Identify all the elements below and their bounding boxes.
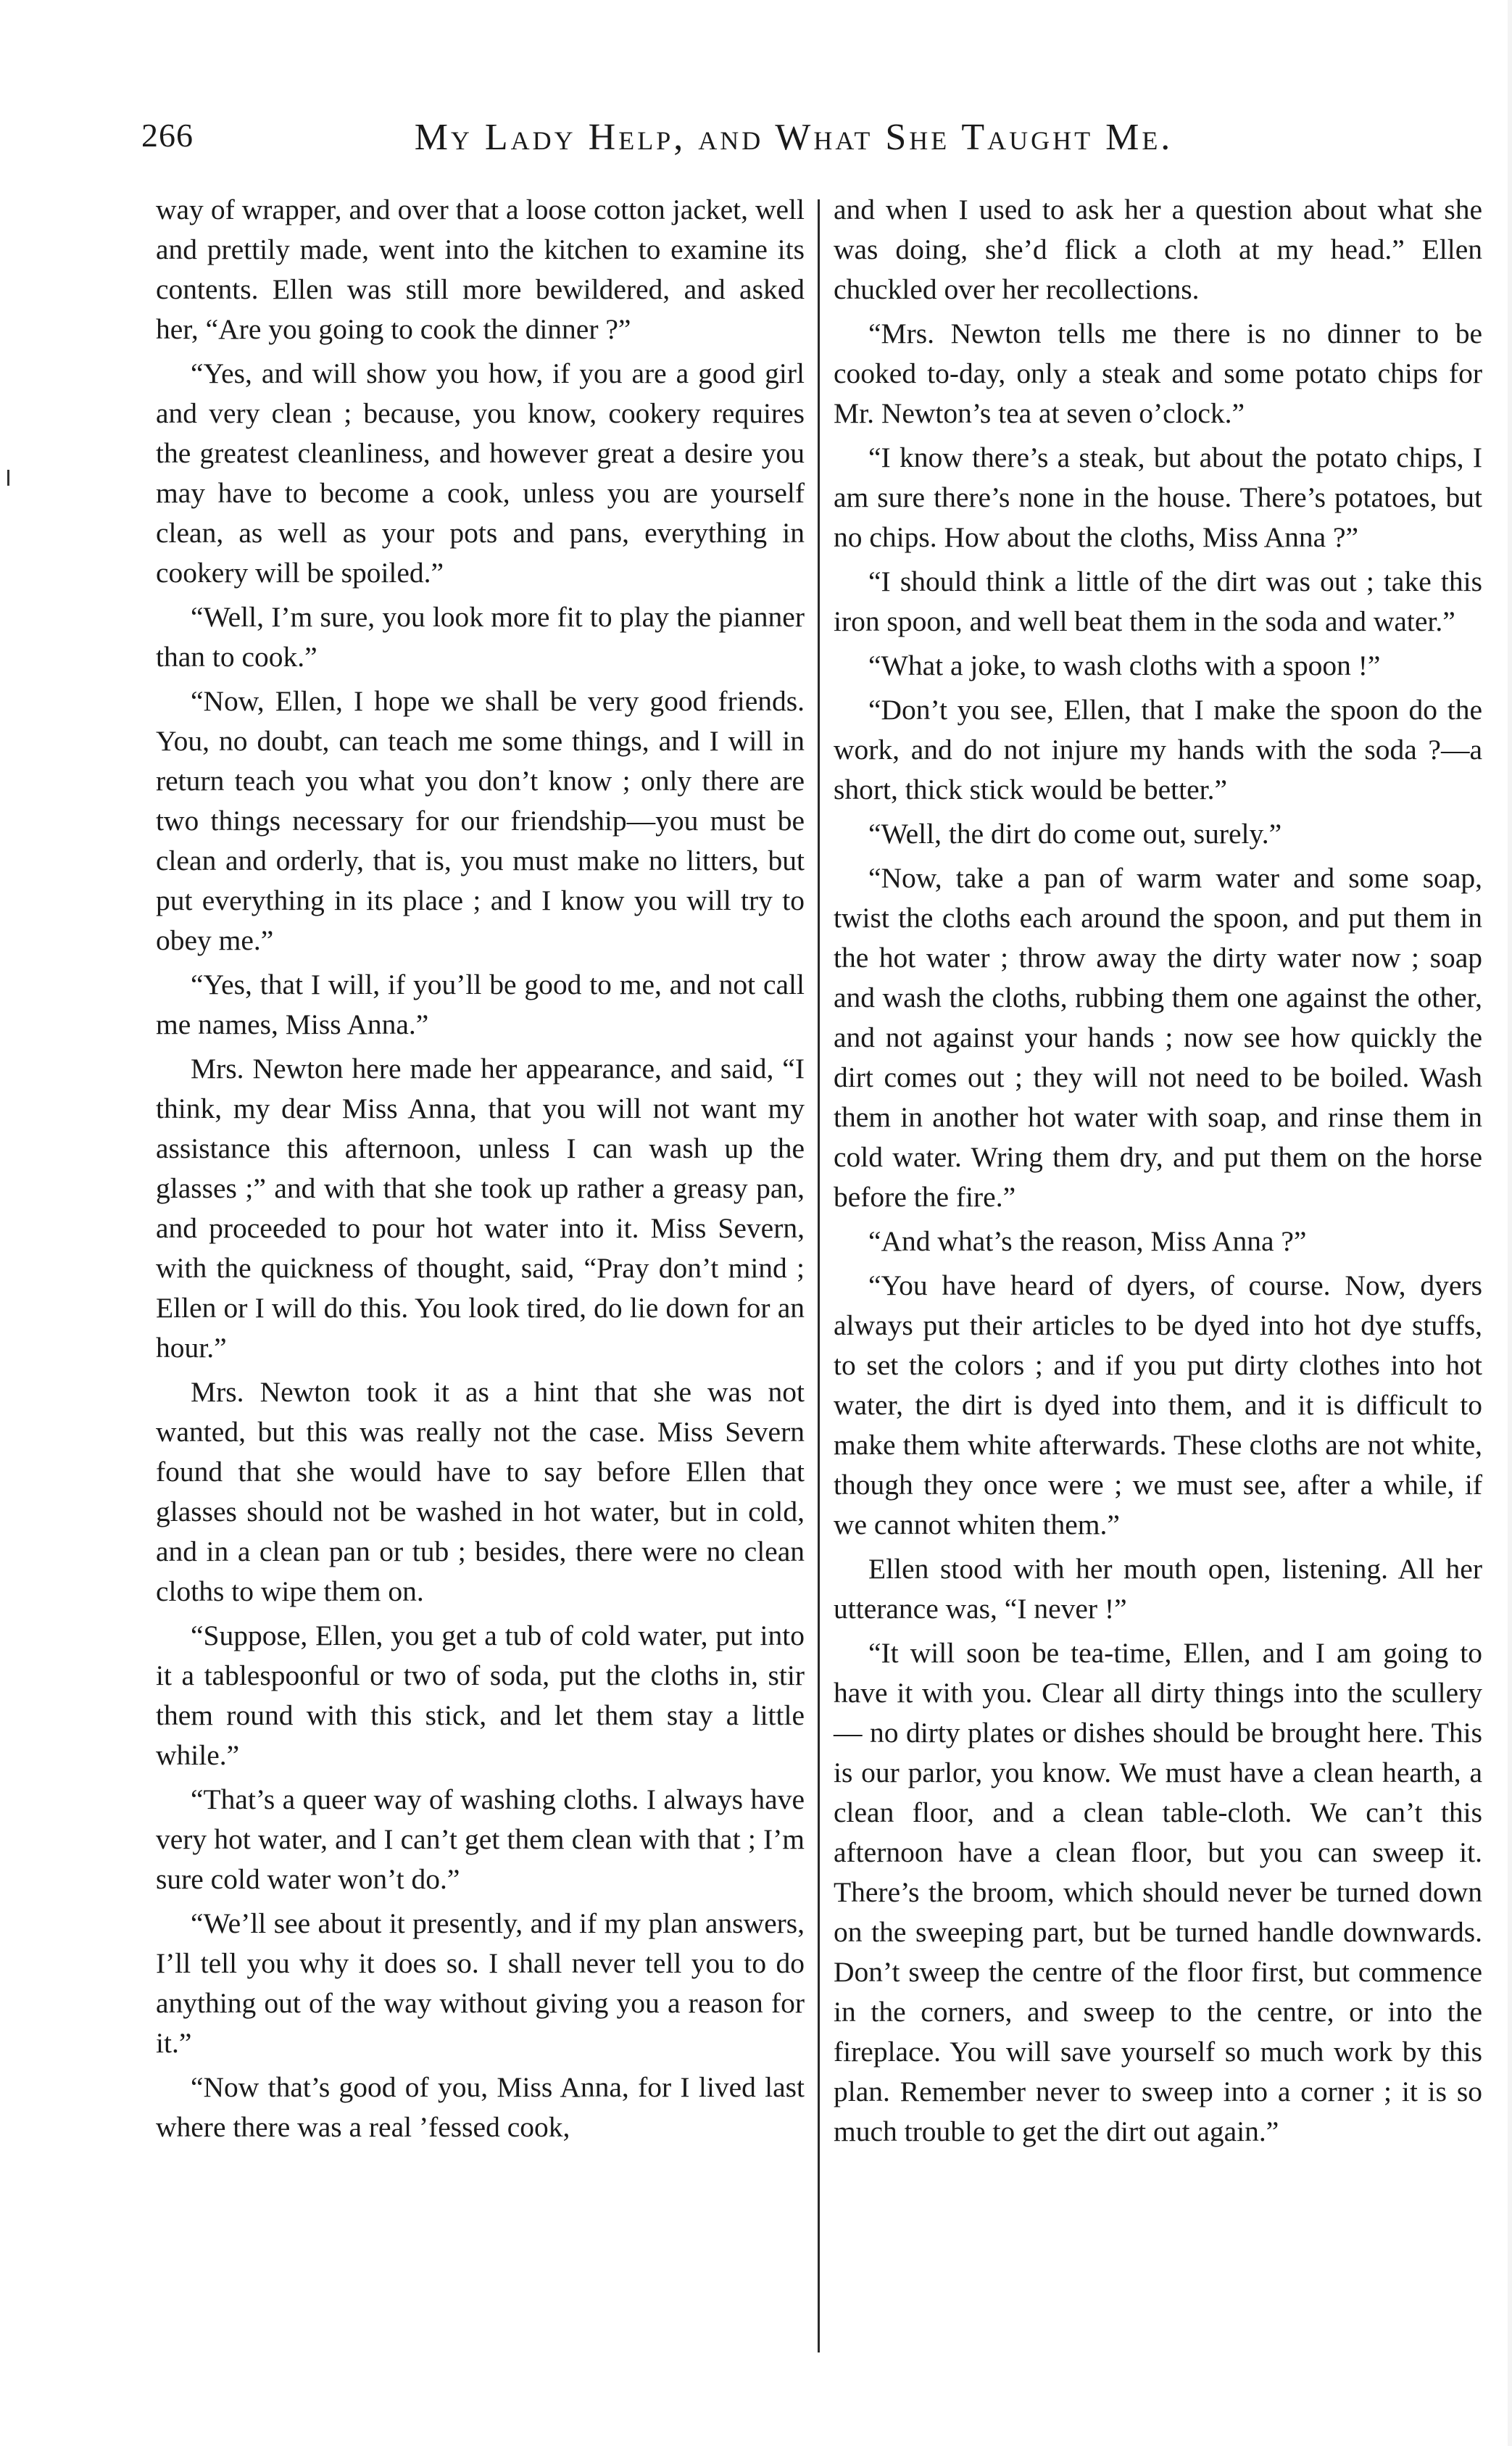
paragraph: “I know there’s a steak, but about the potato chips, I am sure there’s none in the house. There’s potatoes, but no chips. How about the cloths, Miss Anna ?” [834, 441, 1482, 553]
paragraph: “And what’s the reason, Miss Anna ?” [868, 1225, 1307, 1257]
paragraph: and when I used to ask her a question about what she was doing, she’d flick a cloth at my head.” Ellen chuckled over her recollections. [834, 194, 1482, 305]
paragraph: “Don’t you see, Ellen, that I make the spoon do the work, and do not injure my hands with the soda ?—a short, thick stick would be better.” [834, 694, 1482, 805]
running-head: My Lady Help, and What She Taught Me. [414, 117, 1174, 158]
paragraph: Mrs. Newton here made her appearance, and said, “I think, my dear Miss Anna, that you will not want my assistance this afternoon, unless I can wash up the glasses ;” and with that she took up rather a greasy pan, and proceeded to pour hot water into it. Miss Severn, with the quickness of thought, said, “Pray don’t mind ; Ellen or I will do this. You look tired, do lie down for an hour.” [156, 1053, 805, 1364]
paragraph: “That’s a queer way of washing cloths. I always have very hot water, and I can’t get them clean with that ; I’m sure cold water won’t do.” [156, 1783, 805, 1895]
column-divider [818, 199, 820, 2352]
paragraph: “It will soon be tea-time, Ellen, and I am going to have it with you. Clear all dirty things into the scullery — no dirty plates or dishes should be brought here. This is our parlor, you know. We must have a clean hearth, a clean floor, and a clean table-cloth. We can’t this afternoon have a clean floor, but you can sweep it. There’s the broom, which should never be turned down on the sweeping part, but be turned handle downwards. Don’t sweep the centre of the floor first, but commence in the corners, and sweep to the centre, or into the fireplace. You will save yourself so much work by this plan. Remember never to sweep into a corner ; it is so much trouble to get the dirt out again.” [834, 1637, 1482, 2147]
paragraph: way of wrapper, and over that a loose cotton jacket, well and prettily made, went into the kitchen to examine its contents. Ellen was still more bewildered, and asked her, “Are you going to cook the dinner ?” [156, 194, 805, 345]
paragraph: “Well, I’m sure, you look more fit to play the pianner than to cook.” [156, 601, 805, 673]
paragraph: “Yes, and will show you how, if you are a good girl and very clean ; because, you know, cookery requires the greatest cleanliness, and however great a desire you may have to become a cook, unless you are yourself clean, as well as your pots and pans, everything in cookery will be spoiled.” [156, 357, 805, 589]
page-edge [1508, 0, 1512, 2446]
paragraph: “Now that’s good of you, Miss Anna, for I lived last where there was a real ’fessed cook, [156, 2071, 805, 2143]
paragraph: “I should think a little of the dirt was out ; take this iron spoon, and well beat them in the soda and water.” [834, 565, 1482, 637]
paragraph: “Yes, that I will, if you’ll be good to me, and not call me names, Miss Anna.” [156, 969, 805, 1040]
right-column [834, 190, 1482, 2156]
paragraph: Ellen stood with her mouth open, listening. All her utterance was, “I never !” [834, 1553, 1482, 1625]
paragraph: “Well, the dirt do come out, surely.” [868, 818, 1282, 850]
paragraph: “Now, take a pan of warm water and some soap, twist the cloths each around the spoon, and put them in the hot water ; throw away the dirty water now ; soap and wash the cloths, rubbing them one against the other, and not against your hands ; now see how quickly the dirt comes out ; they will not need to be boiled. Wash them in another hot water with soap, and rinse them in cold water. Wring them dry, and put them on the horse before the fire.” [834, 862, 1482, 1213]
paragraph: “You have heard of dyers, of course. Now, dyers always put their articles to be dyed into hot dye stuffs, to set the colors ; and if you put dirty clothes into hot water, the dirt is dyed into them, and it is difficult to make them white afterwards. These cloths are not white, though they once were ; we must see, after a while, if we cannot whiten them.” [834, 1269, 1482, 1541]
paragraph: “Mrs. Newton tells me there is no dinner to be cooked to-day, only a steak and some potato chips for Mr. Newton’s tea at seven o’clock.” [834, 318, 1482, 429]
paragraph: “Suppose, Ellen, you get a tub of cold water, put into it a tablespoonful or two of soda, put the cloths in, stir them round with this stick, and let them stay a little while.” [156, 1620, 805, 1771]
page-number: 266 [141, 117, 194, 154]
paragraph: “What a joke, to wash cloths with a spoon !” [868, 650, 1381, 681]
paragraph: Mrs. Newton took it as a hint that she was not wanted, but this was really not the case. Miss Severn found that she would have to say before Ellen that glasses should not be washed in hot water, but in cold, and in a clean pan or tub ; besides, there were no clean cloths to wipe them on. [156, 1376, 805, 1607]
paragraph: “We’ll see about it presently, and if my plan answers, I’ll tell you why it does so. I shall never tell you to do anything out of the way without giving you a reason for it.” [156, 1907, 805, 2059]
paragraph: “Now, Ellen, I hope we shall be very good friends. You, no doubt, can teach me some things, and I will in return teach you what you don’t know ; only there are two things necessary for our friendship—you must be clean and orderly, that is, you must make no litters, but put everything in its place ; and I know you will try to obey me.” [156, 685, 805, 956]
page-header [141, 109, 1446, 167]
margin-mark [7, 470, 9, 486]
left-column [156, 190, 805, 2152]
